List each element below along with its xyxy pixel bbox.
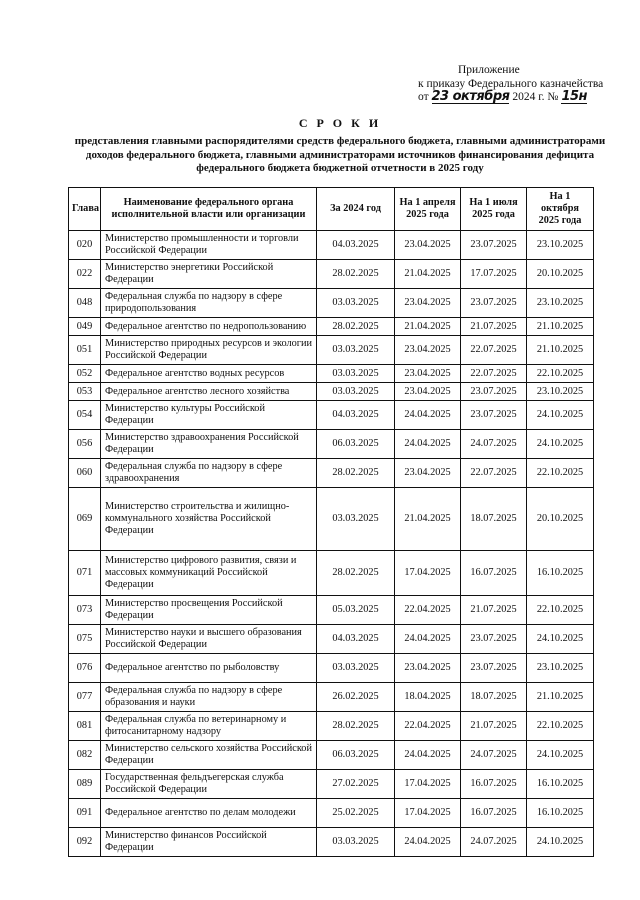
cell-code: 053 <box>69 383 101 401</box>
cell-annual: 03.03.2025 <box>317 383 395 401</box>
cell-april: 21.04.2025 <box>395 488 461 551</box>
cell-org: Министерство природных ресурсов и экологии Российской Федерации <box>101 336 317 365</box>
appendix-block <box>418 64 628 105</box>
cell-annual: 05.03.2025 <box>317 596 395 625</box>
cell-october: 20.10.2025 <box>527 488 594 551</box>
cell-april: 23.04.2025 <box>395 289 461 318</box>
cell-code: 056 <box>69 430 101 459</box>
cell-october: 21.10.2025 <box>527 336 594 365</box>
cell-org: Министерство промышленности и торговли Российской Федерации <box>101 231 317 260</box>
cell-july: 18.07.2025 <box>461 683 527 712</box>
table-row <box>69 712 594 741</box>
cell-annual: 26.02.2025 <box>317 683 395 712</box>
appendix-from-label: от <box>418 91 429 103</box>
cell-october: 20.10.2025 <box>527 260 594 289</box>
cell-org: Министерство культуры Российской Федерации <box>101 401 317 430</box>
appendix-title: Приложение <box>458 64 520 76</box>
cell-july: 22.07.2025 <box>461 365 527 383</box>
cell-july: 23.07.2025 <box>461 625 527 654</box>
handwritten-number: 15н <box>561 89 588 104</box>
cell-code: 071 <box>69 551 101 596</box>
deadlines-table <box>68 187 594 857</box>
document-subtitle: представления главными распорядителями средств федерального бюджета, главными администраторами доходов федерального бюджета, главными администраторами источников финансирования дефицита федерального бюджета бюджетной отчетности в 2025 году <box>74 135 606 174</box>
cell-october: 22.10.2025 <box>527 712 594 741</box>
cell-org: Министерство финансов Российской Федерации <box>101 828 317 857</box>
table-row <box>69 770 594 799</box>
table-row <box>69 459 594 488</box>
cell-code: 049 <box>69 318 101 336</box>
cell-org: Федеральная служба по ветеринарному и фитосанитарному надзору <box>101 712 317 741</box>
table-row <box>69 260 594 289</box>
cell-july: 16.07.2025 <box>461 799 527 828</box>
cell-code: 052 <box>69 365 101 383</box>
cell-code: 060 <box>69 459 101 488</box>
cell-july: 23.07.2025 <box>461 654 527 683</box>
cell-annual: 03.03.2025 <box>317 488 395 551</box>
table-row <box>69 318 594 336</box>
cell-annual: 06.03.2025 <box>317 741 395 770</box>
cell-org: Министерство энергетики Российской Федерации <box>101 260 317 289</box>
cell-october: 23.10.2025 <box>527 383 594 401</box>
cell-april: 23.04.2025 <box>395 459 461 488</box>
cell-code: 089 <box>69 770 101 799</box>
cell-july: 22.07.2025 <box>461 336 527 365</box>
appendix-year: 2024 г. № <box>512 91 559 103</box>
cell-july: 22.07.2025 <box>461 459 527 488</box>
cell-april: 23.04.2025 <box>395 383 461 401</box>
table-row <box>69 365 594 383</box>
cell-annual: 03.03.2025 <box>317 828 395 857</box>
cell-annual: 28.02.2025 <box>317 712 395 741</box>
header-annual: За 2024 год <box>317 188 395 231</box>
header-october: На 1 октября 2025 года <box>527 188 594 231</box>
cell-org: Министерство здравоохранения Российской Федерации <box>101 430 317 459</box>
table-row <box>69 596 594 625</box>
cell-october: 23.10.2025 <box>527 289 594 318</box>
cell-org: Федеральное агентство по недропользованию <box>101 318 317 336</box>
cell-july: 24.07.2025 <box>461 828 527 857</box>
cell-annual: 03.03.2025 <box>317 289 395 318</box>
cell-july: 24.07.2025 <box>461 741 527 770</box>
cell-october: 24.10.2025 <box>527 625 594 654</box>
cell-october: 22.10.2025 <box>527 459 594 488</box>
cell-org: Федеральное агентство по делам молодежи <box>101 799 317 828</box>
cell-org: Федеральная служба по надзору в сфере образования и науки <box>101 683 317 712</box>
cell-october: 16.10.2025 <box>527 551 594 596</box>
cell-annual: 25.02.2025 <box>317 799 395 828</box>
cell-october: 16.10.2025 <box>527 799 594 828</box>
cell-annual: 28.02.2025 <box>317 260 395 289</box>
cell-october: 16.10.2025 <box>527 770 594 799</box>
document-title: С Р О К И <box>298 116 382 130</box>
cell-org: Государственная фельдъегерская служба Российской Федерации <box>101 770 317 799</box>
cell-october: 22.10.2025 <box>527 596 594 625</box>
cell-code: 073 <box>69 596 101 625</box>
table-row <box>69 799 594 828</box>
cell-annual: 04.03.2025 <box>317 625 395 654</box>
cell-code: 048 <box>69 289 101 318</box>
cell-october: 24.10.2025 <box>527 828 594 857</box>
table-row <box>69 654 594 683</box>
cell-july: 23.07.2025 <box>461 289 527 318</box>
cell-annual: 03.03.2025 <box>317 365 395 383</box>
cell-org: Министерство просвещения Российской Федерации <box>101 596 317 625</box>
cell-april: 23.04.2025 <box>395 654 461 683</box>
cell-org: Министерство строительства и жилищно-коммунального хозяйства Российской Федерации <box>101 488 317 551</box>
cell-april: 24.04.2025 <box>395 828 461 857</box>
cell-code: 076 <box>69 654 101 683</box>
cell-july: 24.07.2025 <box>461 430 527 459</box>
cell-code: 091 <box>69 799 101 828</box>
cell-october: 23.10.2025 <box>527 231 594 260</box>
cell-april: 23.04.2025 <box>395 336 461 365</box>
cell-code: 092 <box>69 828 101 857</box>
cell-annual: 27.02.2025 <box>317 770 395 799</box>
cell-october: 24.10.2025 <box>527 741 594 770</box>
document-heading <box>60 116 620 176</box>
header-code: Глава <box>69 188 101 231</box>
cell-code: 020 <box>69 231 101 260</box>
table-row <box>69 430 594 459</box>
cell-april: 24.04.2025 <box>395 401 461 430</box>
table-row <box>69 625 594 654</box>
cell-annual: 28.02.2025 <box>317 551 395 596</box>
handwritten-date: 23 октября <box>431 89 510 104</box>
cell-july: 23.07.2025 <box>461 401 527 430</box>
cell-org: Федеральная служба по надзору в сфере природопользования <box>101 289 317 318</box>
cell-april: 22.04.2025 <box>395 712 461 741</box>
cell-annual: 03.03.2025 <box>317 336 395 365</box>
table-row <box>69 741 594 770</box>
cell-april: 21.04.2025 <box>395 260 461 289</box>
cell-april: 17.04.2025 <box>395 799 461 828</box>
cell-october: 24.10.2025 <box>527 430 594 459</box>
cell-april: 22.04.2025 <box>395 596 461 625</box>
cell-july: 23.07.2025 <box>461 231 527 260</box>
cell-april: 23.04.2025 <box>395 231 461 260</box>
cell-annual: 28.02.2025 <box>317 459 395 488</box>
cell-annual: 04.03.2025 <box>317 231 395 260</box>
header-org: Наименование федерального органа исполнительной власти или организации <box>101 188 317 231</box>
cell-april: 17.04.2025 <box>395 551 461 596</box>
cell-july: 21.07.2025 <box>461 596 527 625</box>
cell-april: 23.04.2025 <box>395 365 461 383</box>
cell-october: 21.10.2025 <box>527 683 594 712</box>
cell-annual: 06.03.2025 <box>317 430 395 459</box>
cell-code: 054 <box>69 401 101 430</box>
table-row <box>69 336 594 365</box>
cell-org: Федеральное агентство водных ресурсов <box>101 365 317 383</box>
table-row <box>69 551 594 596</box>
cell-april: 18.04.2025 <box>395 683 461 712</box>
cell-org: Федеральное агентство лесного хозяйства <box>101 383 317 401</box>
cell-code: 077 <box>69 683 101 712</box>
cell-org: Федеральная служба по надзору в сфере здравоохранения <box>101 459 317 488</box>
header-july: На 1 июля 2025 года <box>461 188 527 231</box>
cell-code: 075 <box>69 625 101 654</box>
cell-july: 16.07.2025 <box>461 770 527 799</box>
cell-april: 21.04.2025 <box>395 318 461 336</box>
cell-org: Министерство цифрового развития, связи и массовых коммуникаций Российской Федерации <box>101 551 317 596</box>
cell-april: 24.04.2025 <box>395 741 461 770</box>
table-row <box>69 488 594 551</box>
cell-october: 21.10.2025 <box>527 318 594 336</box>
cell-annual: 03.03.2025 <box>317 654 395 683</box>
table-row <box>69 401 594 430</box>
cell-org: Министерство науки и высшего образования Российской Федерации <box>101 625 317 654</box>
cell-october: 24.10.2025 <box>527 401 594 430</box>
cell-july: 21.07.2025 <box>461 318 527 336</box>
cell-july: 23.07.2025 <box>461 383 527 401</box>
cell-annual: 28.02.2025 <box>317 318 395 336</box>
cell-april: 24.04.2025 <box>395 625 461 654</box>
cell-july: 21.07.2025 <box>461 712 527 741</box>
cell-annual: 04.03.2025 <box>317 401 395 430</box>
appendix-order-ref: к приказу Федерального казначейства <box>418 77 604 90</box>
table-row <box>69 289 594 318</box>
cell-code: 051 <box>69 336 101 365</box>
cell-code: 081 <box>69 712 101 741</box>
cell-july: 17.07.2025 <box>461 260 527 289</box>
cell-april: 24.04.2025 <box>395 430 461 459</box>
table-header-row <box>69 188 594 231</box>
cell-code: 022 <box>69 260 101 289</box>
cell-july: 16.07.2025 <box>461 551 527 596</box>
cell-org: Федеральное агентство по рыболовству <box>101 654 317 683</box>
cell-org: Министерство сельского хозяйства Российской Федерации <box>101 741 317 770</box>
table-row <box>69 828 594 857</box>
cell-code: 082 <box>69 741 101 770</box>
cell-october: 23.10.2025 <box>527 654 594 683</box>
cell-code: 069 <box>69 488 101 551</box>
cell-july: 18.07.2025 <box>461 488 527 551</box>
table-row <box>69 683 594 712</box>
table-row <box>69 383 594 401</box>
header-april: На 1 апреля 2025 года <box>395 188 461 231</box>
appendix-date-line <box>418 91 628 105</box>
table-row <box>69 231 594 260</box>
cell-october: 22.10.2025 <box>527 365 594 383</box>
cell-april: 17.04.2025 <box>395 770 461 799</box>
